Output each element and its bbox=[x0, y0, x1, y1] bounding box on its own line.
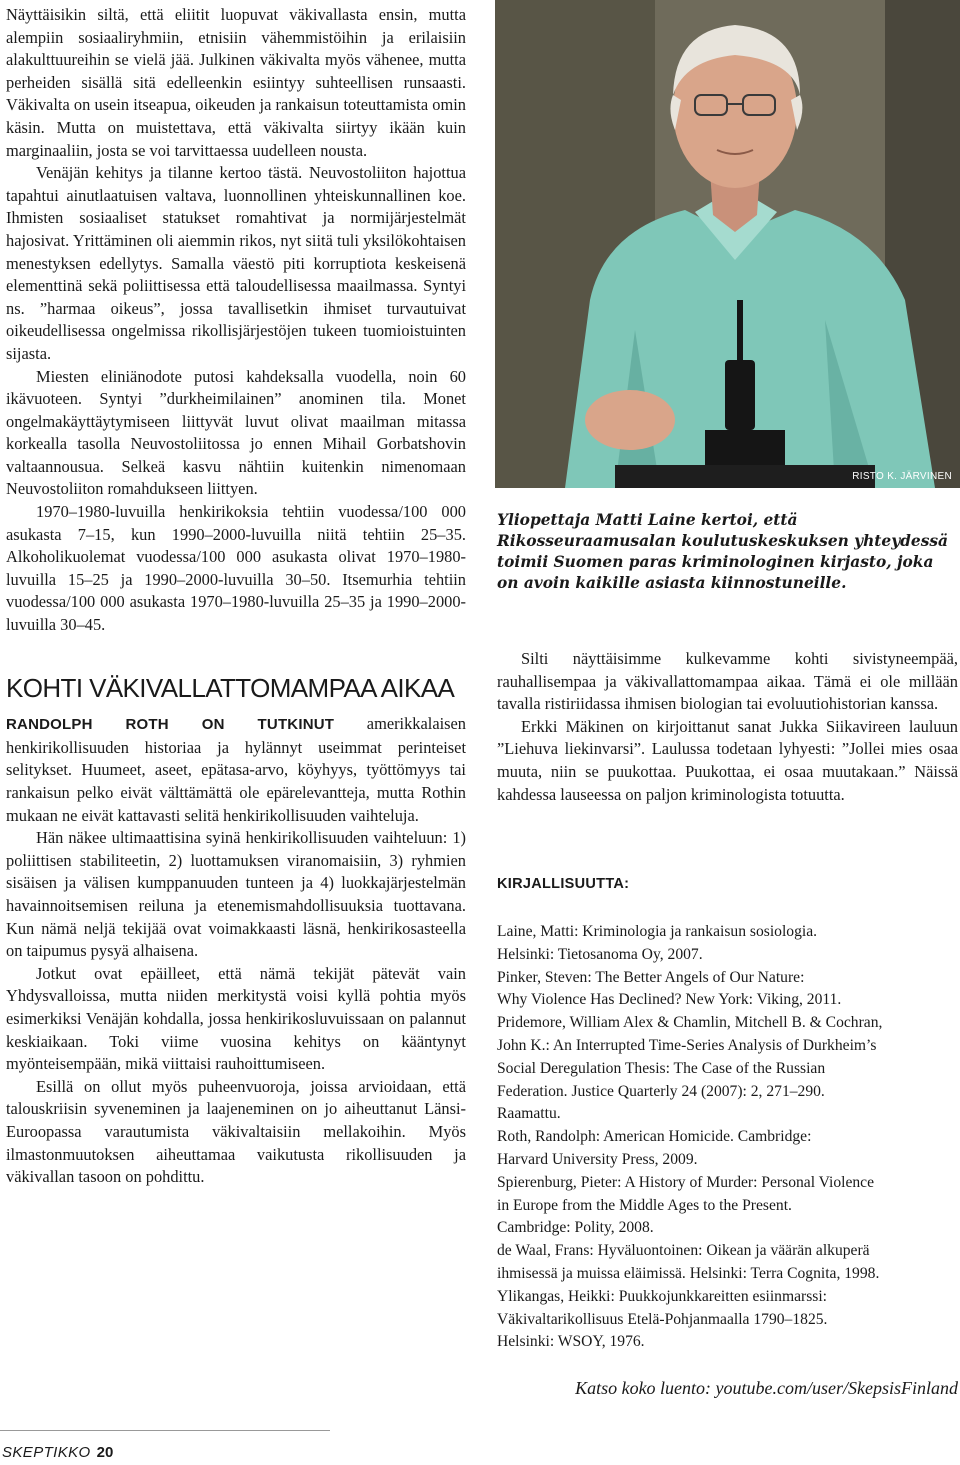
magazine-name: SKEPTIKKO bbox=[2, 1444, 91, 1461]
lead-paragraph-text: amerikkalaisen henkirikollisuuden historiaa ja hylännyt useimmat perinteiset selitykset. Huumeet, aseet, epätasa-arvo, köyhyys, työttömyys tai rankaisun pelko eivät välttämättä ole epärelevantteja, mutta Rothin mukaan ne eivät kattavasti selitä henkirikollisuuden vaihteluja. bbox=[6, 714, 466, 825]
reference-line: John K.: An Interrupted Time-Series Analysis of Durkheim’s bbox=[497, 1036, 877, 1054]
body-paragraph: Näyttäisikin siltä, että eliitit luopuvat väkivallasta ensin, mutta alempiin sosiaaliryhmiin, etnisiin vähemmistöihin ja erilaisiin alakulttuureihin se vielä jää. Julkinen väkivalta myös vähenee, mutta perheiden sisällä sitä edelleenkin esiintyy suhteellisen runsaasti. Väkivalta on usein itseapua, oikeuden ja rankaisun toteuttamista omin käsin. Mutta on muistettava, että väkivalta siirtyy ikään kuin marginaaliin, josta se voi tarvittaessa uudelleen nousta. bbox=[6, 5, 466, 160]
footer-divider bbox=[0, 1430, 330, 1431]
reference-line: Laine, Matti: Kriminologia ja rankaisun sosiologia. bbox=[497, 923, 818, 940]
speaker-photo bbox=[495, 0, 960, 488]
reference-line: Cambridge: Polity, 2008. bbox=[497, 1219, 654, 1237]
speaker-illustration bbox=[495, 0, 960, 488]
lead-paragraph bbox=[6, 713, 466, 827]
photo-caption: Yliopettaja Matti Laine kertoi, että Rikosseuraamusalan koulutuskeskuksen yhteydessä toimii Suomen paras kriminologinen kirjasto, joka on avoin kaikille asiasta kiinnostuneille. bbox=[497, 511, 949, 592]
reference-line: ihmisessä ja muissa eläimissä. Helsinki: Terra Cognita, 1998. bbox=[497, 1264, 880, 1282]
reference-line: Helsinki: WSOY, 1976. bbox=[497, 1333, 645, 1351]
photo-credit: RISTO K. JÄRVINEN bbox=[852, 471, 952, 482]
body-paragraph: Hän näkee ultimaattisina syinä henkirikollisuuden vaihteluun: 1) poliittisen stabiliteetin, 2) luottamuksen viranomaisiin, 3) ryhmien sisäisen ja välisen kumppanuuden tunteen ja 4) luokkajärjestelmän havainnoitsemisen reiluna ja etenemismahdollisuuksia tuottavana. Kun nämä neljä tekijää ovat voimakkaasti läsnä, henkirikosasteella on taipumus pysyä alhaisena. bbox=[6, 828, 466, 961]
reference-line: in Europe from the Middle Ages to the Present. bbox=[497, 1196, 792, 1214]
reference-line: Ylikangas, Heikki: Puukkojunkkareitten esiinmarssi: bbox=[497, 1287, 828, 1305]
references-heading: KIRJALLISUUTTA: bbox=[497, 876, 630, 892]
page-number: 20 bbox=[96, 1444, 114, 1461]
page-footer bbox=[2, 1444, 113, 1461]
reference-line: Roth, Randolph: American Homicide. Cambridge: bbox=[497, 1128, 812, 1146]
reference-line: Social Deregulation Thesis: The Case of the Russian bbox=[497, 1059, 826, 1077]
body-paragraph: Miesten eliniänodote putosi kahdeksalla vuodella, noin 60 ikävuoteen. Syntyi ”durkheimilainen” anominen tila. Monet ongelmakäyttäytymiseen liittyvät luvut olivat maailman mitassa korkealla tasolla Neuvostoliitossa jo ennen Mihail Gorbatshovin valtaannousua. Selkeä kasvu nähtiin kuitenkin nimenomaan Neuvostoliiton romahdukseen liittyen. bbox=[6, 366, 466, 499]
lecture-link[interactable]: Katso koko luento: youtube.com/user/SkepsisFinland bbox=[575, 1378, 958, 1398]
reference-line: de Waal, Frans: Hyväluontoinen: Oikean ja väärän alkuperä bbox=[497, 1242, 870, 1260]
section-heading: KOHTI VÄKIVALLATTOMAMPAA AIKAA bbox=[6, 672, 455, 703]
reference-line: Federation. Justice Quarterly 24 (2007): 2, 271–290. bbox=[497, 1082, 825, 1100]
references-list bbox=[497, 921, 960, 1354]
reference-line: Harvard University Press, 2009. bbox=[497, 1150, 698, 1168]
lead-in: RANDOLPH ROTH ON TUTKINUT bbox=[6, 716, 335, 734]
reference-line: Pridemore, William Alex & Chamlin, Mitchell B. & Cochran, bbox=[497, 1014, 883, 1032]
reference-line: Raamattu. bbox=[497, 1105, 561, 1123]
reference-line: Pinker, Steven: The Better Angels of Our Nature: bbox=[497, 968, 805, 986]
body-paragraph: Silti näyttäisimme kulkevamme kohti sivistyneempää, rauhallisempaa ja väkivallattomampaa aikaa. Tämä ei ole millään tavalla ristiriidassa ihmisen biologian tai evoluutiohistorian kanssa. bbox=[497, 649, 958, 714]
reference-line: Why Violence Has Declined? New York: Viking, 2011. bbox=[497, 991, 842, 1009]
reference-line: Spierenburg, Pieter: A History of Murder: Personal Violence bbox=[497, 1173, 875, 1191]
body-paragraph: Venäjän kehitys ja tilanne kertoo tästä. Neuvostoliiton hajottua tapahtui ainutlaatuisen valtava, luonnollinen yhteiskunnallinen koe. Ihmisten sosiaaliset statukset romahtivat ja normijärjestelmät hajosivat. Yrittäminen oli aiemmin rikos, nyt siitä tuli yksilökohtaisen menestyksen edellytys. Samalla väestö piti korruptiota keskeisenä elementtinä sekä poliittisessa että taloudellisessa maailmassa. Syntyi ns. ”harmaa oikeus”, jossa tavallisetkin ihmiset turvautuivat oikeudellisessa ongelmissa rikollisjärjestöjen tukeen tuomioistuinten sijasta. bbox=[6, 163, 466, 363]
right-column bbox=[497, 648, 958, 806]
body-paragraph: Erkki Mäkinen on kirjoittanut sanat Jukka Siikavireen lauluun ”Liehuva liekinvarsi”. Laulussa todetaan lyhyesti: ”Jollei mies osaa muuta, niin se puukottaa. Puukottaa, ei osaa muutakaan.” Näissä kahdessa lauseessa on paljon kriminologista totuutta. bbox=[497, 716, 958, 804]
left-column bbox=[6, 4, 466, 1189]
reference-line: Helsinki: Tietosanoma Oy, 2007. bbox=[497, 945, 703, 963]
reference-line: Väkivaltarikollisuus Etelä-Pohjanmaalla 1790–1825. bbox=[497, 1310, 828, 1328]
body-paragraph: 1970–1980-luvuilla henkirikoksia tehtiin vuodessa/100 000 asukasta 7–15, kun 1990–2000-luvuilla niitä tehtiin 25–35. Alkoholikuolemat vuodessa/100 000 asukasta olivat 1970–1980-luvuilla 15–25 ja 1990–2000-luvuilla 30–50. Itsemurhia tehtiin vuodessa/100 000 asukasta 1970–1980-luvuilla 25–35 ja 1990–2000-luvuilla 30–45. bbox=[6, 502, 466, 635]
body-paragraph: Jotkut ovat epäilleet, että nämä tekijät pätevät vain Yhdysvalloissa, mutta niiden merkitystä voisi kyllä pohtia myös esimerkiksi Venäjän kohdalla, jossa henkirikosluvuissaan on palannut keskiaikaan. Toki viime vuosina kehitys on kääntynyt myönteisempään, mikä viittaisi rauhoittumiseen. bbox=[6, 963, 466, 1074]
body-paragraph: Esillä on ollut myös puheenvuoroja, joissa arvioidaan, että talouskriisin syveneminen ja laajeneminen on jo aiheuttanut Länsi-Euroopassa varautumista väkivaltaisiin mellakoihin. Myös ilmastonmuutoksen aiheuttamaa vaikutusta rikollisuuden ja väkivallan tasoon on pohdittu. bbox=[6, 1076, 466, 1187]
